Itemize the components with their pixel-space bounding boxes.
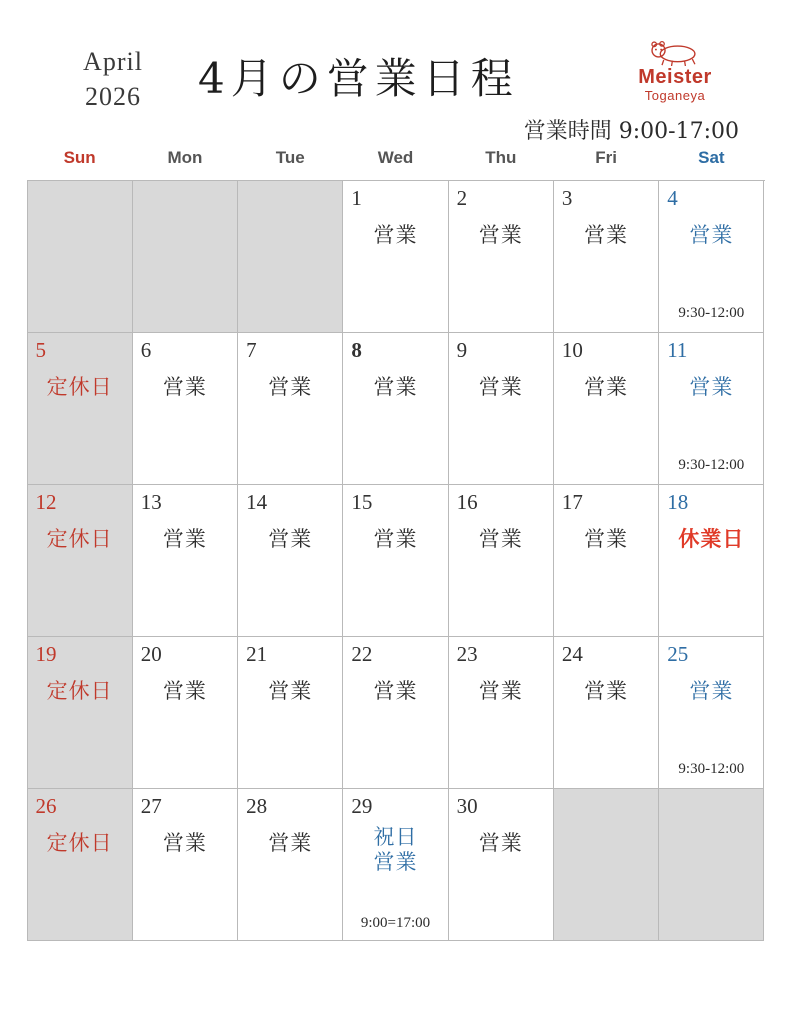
day-status-label: 営業 xyxy=(373,527,418,551)
calendar-empty-cell xyxy=(554,789,659,941)
day-number: 29 xyxy=(351,794,373,818)
calendar-empty-cell xyxy=(133,181,238,333)
day-status-label: 営業 xyxy=(689,679,734,703)
calendar-day-cell[interactable] xyxy=(659,333,764,485)
day-number: 7 xyxy=(246,338,257,362)
calendar-day-cell[interactable] xyxy=(133,333,238,485)
brand-name: Meister xyxy=(638,66,712,88)
calendar-day-cell[interactable] xyxy=(659,181,764,333)
calendar-empty-cell xyxy=(238,181,343,333)
brand-logo xyxy=(615,40,735,104)
day-number: 26 xyxy=(35,794,57,818)
calendar-grid xyxy=(27,180,765,941)
day-status-label: 定休日 xyxy=(46,527,113,551)
day-number: 18 xyxy=(667,490,689,514)
year-number: 2026 xyxy=(85,82,141,112)
day-number: 20 xyxy=(140,642,162,666)
day-status-label: 定休日 xyxy=(46,679,113,703)
day-number: 22 xyxy=(351,642,373,666)
calendar-day-cell[interactable] xyxy=(449,637,554,789)
weekday-label-sun: Sun xyxy=(63,148,96,167)
day-number: 6 xyxy=(140,338,152,362)
day-number: 16 xyxy=(456,490,478,514)
day-status-label: 営業 xyxy=(689,223,734,247)
day-status-label: 営業 xyxy=(373,223,418,247)
day-status-label: 営業 xyxy=(478,375,523,399)
day-status-label: 休業日 xyxy=(678,526,745,551)
bear-logo-icon xyxy=(643,40,707,66)
day-number: 28 xyxy=(246,794,268,818)
calendar-day-cell[interactable] xyxy=(343,181,448,333)
day-status-label: 営業 xyxy=(162,527,207,551)
business-hours-label: 営業時間 9:00-17:00 xyxy=(523,119,739,144)
weekday-label-wed: Wed xyxy=(377,148,414,167)
calendar-day-cell[interactable] xyxy=(343,485,448,637)
calendar-day-cell[interactable] xyxy=(238,789,343,941)
calendar-day-cell[interactable] xyxy=(238,485,343,637)
day-number: 21 xyxy=(246,642,268,666)
day-number: 14 xyxy=(246,490,268,514)
calendar-day-cell[interactable] xyxy=(133,637,238,789)
day-number: 15 xyxy=(351,490,373,514)
day-number: 8 xyxy=(351,338,362,362)
calendar-day-cell[interactable] xyxy=(449,333,554,485)
calendar-day-cell[interactable] xyxy=(343,637,448,789)
day-time-note: 9:30-12:00 xyxy=(678,457,745,473)
page-title: 4月の営業日程 xyxy=(198,54,519,103)
day-number: 9 xyxy=(456,338,468,362)
day-status-label: 定休日 xyxy=(46,375,113,399)
day-status-label: 営業 xyxy=(268,679,313,703)
day-status-label: 営業 xyxy=(689,375,734,399)
day-status-label: 祝日 営業 xyxy=(373,825,418,874)
day-time-note: 9:30-12:00 xyxy=(678,305,745,321)
weekday-label-mon: Mon xyxy=(167,148,203,167)
calendar-day-cell[interactable] xyxy=(554,485,659,637)
day-time-note: 9:30-12:00 xyxy=(678,761,745,777)
calendar-day-cell[interactable] xyxy=(133,789,238,941)
calendar-empty-cell xyxy=(659,789,764,941)
day-number: 4 xyxy=(667,186,678,210)
weekday-label-thu: Thu xyxy=(485,148,517,167)
calendar-day-cell[interactable] xyxy=(449,789,554,941)
day-number: 5 xyxy=(35,338,46,362)
day-status-label: 定休日 xyxy=(46,831,113,855)
day-number: 25 xyxy=(667,642,689,666)
day-status-label: 営業 xyxy=(478,223,523,247)
day-number: 3 xyxy=(561,186,573,210)
day-number: 27 xyxy=(140,794,162,818)
calendar-day-cell[interactable] xyxy=(449,181,554,333)
month-name: April xyxy=(83,47,143,76)
calendar-day-cell[interactable] xyxy=(343,789,448,941)
page-header xyxy=(18,26,773,144)
calendar-day-cell[interactable] xyxy=(343,333,448,485)
day-status-label: 営業 xyxy=(584,527,629,551)
calendar-day-cell[interactable] xyxy=(238,637,343,789)
day-number: 12 xyxy=(35,490,57,514)
calendar-day-cell[interactable] xyxy=(28,333,133,485)
day-number: 19 xyxy=(35,642,57,666)
day-number: 30 xyxy=(456,794,478,818)
day-status-label: 営業 xyxy=(478,831,523,855)
calendar-day-cell[interactable] xyxy=(133,485,238,637)
calendar-day-cell[interactable] xyxy=(659,485,764,637)
calendar-day-cell[interactable] xyxy=(238,333,343,485)
calendar-empty-cell xyxy=(28,181,133,333)
day-status-label: 営業 xyxy=(478,527,523,551)
day-number: 17 xyxy=(561,490,583,514)
day-status-label: 営業 xyxy=(584,375,629,399)
day-number: 13 xyxy=(140,490,162,514)
day-number: 24 xyxy=(561,642,583,666)
day-number: 11 xyxy=(667,338,688,362)
day-status-label: 営業 xyxy=(268,527,313,551)
month-year-label xyxy=(58,44,168,114)
weekday-header-row xyxy=(27,148,764,174)
day-status-label: 営業 xyxy=(268,375,313,399)
calendar-day-cell[interactable] xyxy=(28,485,133,637)
weekday-label-sat: Sat xyxy=(698,148,725,167)
day-status-label: 営業 xyxy=(373,375,418,399)
day-status-label: 営業 xyxy=(584,679,629,703)
weekday-label-fri: Fri xyxy=(595,148,617,167)
day-number: 2 xyxy=(456,186,468,210)
day-status-label: 営業 xyxy=(162,679,207,703)
day-number: 23 xyxy=(456,642,478,666)
day-status-label: 営業 xyxy=(584,223,629,247)
calendar-day-cell[interactable] xyxy=(449,485,554,637)
day-time-note: 9:00=17:00 xyxy=(360,915,431,931)
calendar-day-cell[interactable] xyxy=(554,181,659,333)
day-status-label: 営業 xyxy=(373,679,418,703)
day-status-label: 営業 xyxy=(478,679,523,703)
calendar-day-cell[interactable] xyxy=(554,637,659,789)
calendar-day-cell[interactable] xyxy=(554,333,659,485)
calendar-day-cell[interactable] xyxy=(28,637,133,789)
weekday-label-tue: Tue xyxy=(275,148,305,167)
day-status-label: 営業 xyxy=(162,831,207,855)
brand-subname: Toganeya xyxy=(644,88,706,103)
day-status-label: 営業 xyxy=(162,375,207,399)
calendar-day-cell[interactable] xyxy=(28,789,133,941)
calendar-day-cell[interactable] xyxy=(659,637,764,789)
day-number: 1 xyxy=(351,186,362,210)
day-status-label: 営業 xyxy=(268,831,313,855)
day-number: 10 xyxy=(561,338,583,362)
